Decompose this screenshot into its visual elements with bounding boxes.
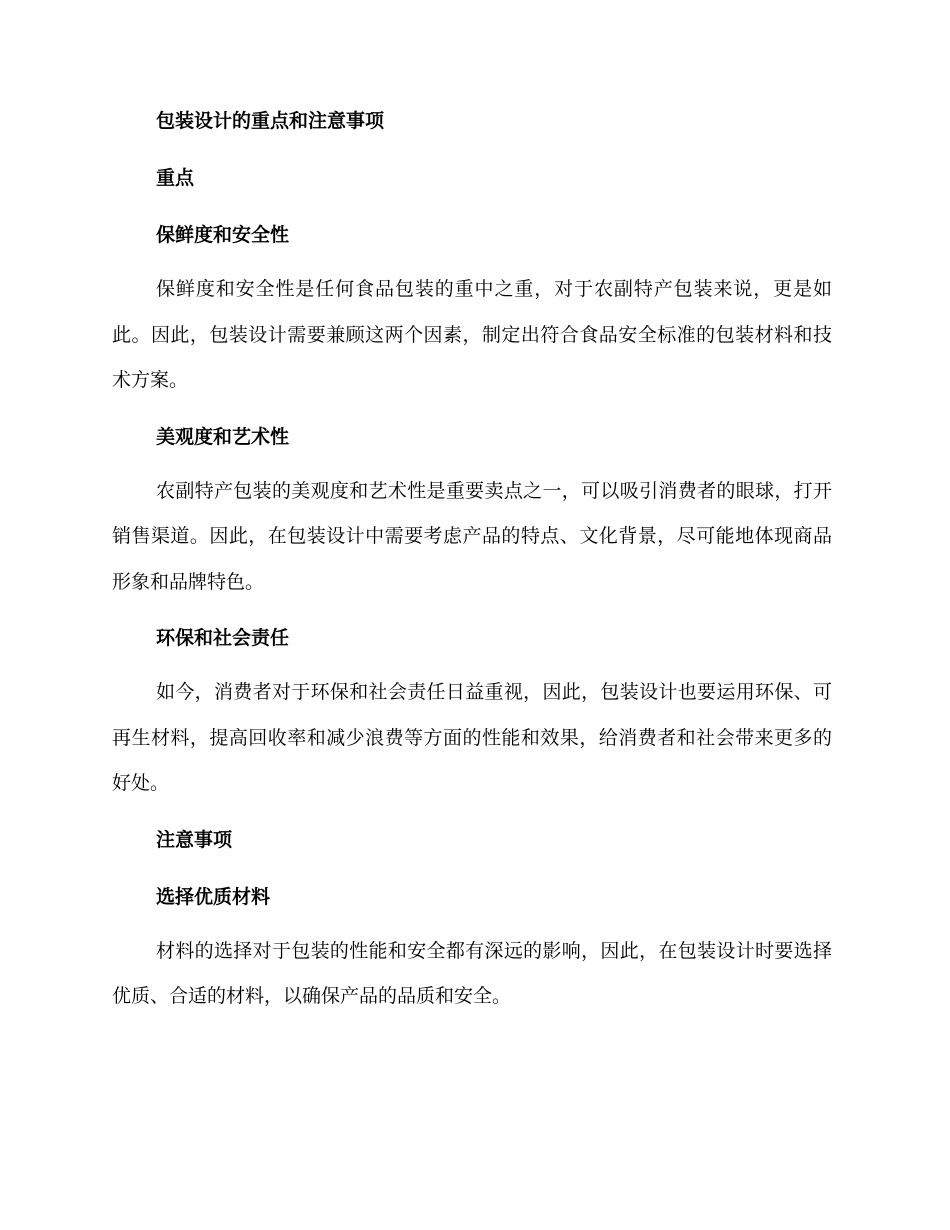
- subheading-environment-responsibility: 环保和社会责任: [156, 627, 290, 649]
- paragraph-environment-responsibility: 如今，消费者对于环保和社会责任日益重视，因此，包装设计也要运用环保、可再生材料，提高回收率和减少浪费等方面的性能和效果，给消费者和社会带来更多的好处。: [112, 681, 832, 794]
- paragraph-quality-materials: 材料的选择对于包装的性能和安全都有深远的影响，因此，在包装设计时要选择优质、合适的材料，以确保产品的品质和安全。: [112, 939, 832, 1007]
- document-page: [112, 108, 832, 1040]
- paragraph-aesthetics-artistry: 农副特产包装的美观度和艺术性是重要卖点之一，可以吸引消费者的眼球，打开销售渠道。因此，在包装设计中需要考虑产品的特点、文化背景，尽可能地体现商品形象和品牌特色。: [112, 479, 832, 593]
- paragraph-freshness-safety: 保鲜度和安全性是任何食品包装的重中之重，对于农副特产包装来说，更是如此。因此，包装设计需要兼顾这两个因素，制定出符合食品安全标准的包装材料和技术方案。: [112, 278, 832, 391]
- section-heading-key-points: 重点: [156, 167, 195, 189]
- document-title: 包装设计的重点和注意事项: [156, 110, 385, 132]
- subheading-quality-materials: 选择优质材料: [156, 885, 271, 908]
- subheading-aesthetics-artistry: 美观度和艺术性: [156, 425, 290, 448]
- section-heading-notes: 注意事项: [156, 828, 233, 851]
- subheading-freshness-safety: 保鲜度和安全性: [156, 224, 290, 246]
